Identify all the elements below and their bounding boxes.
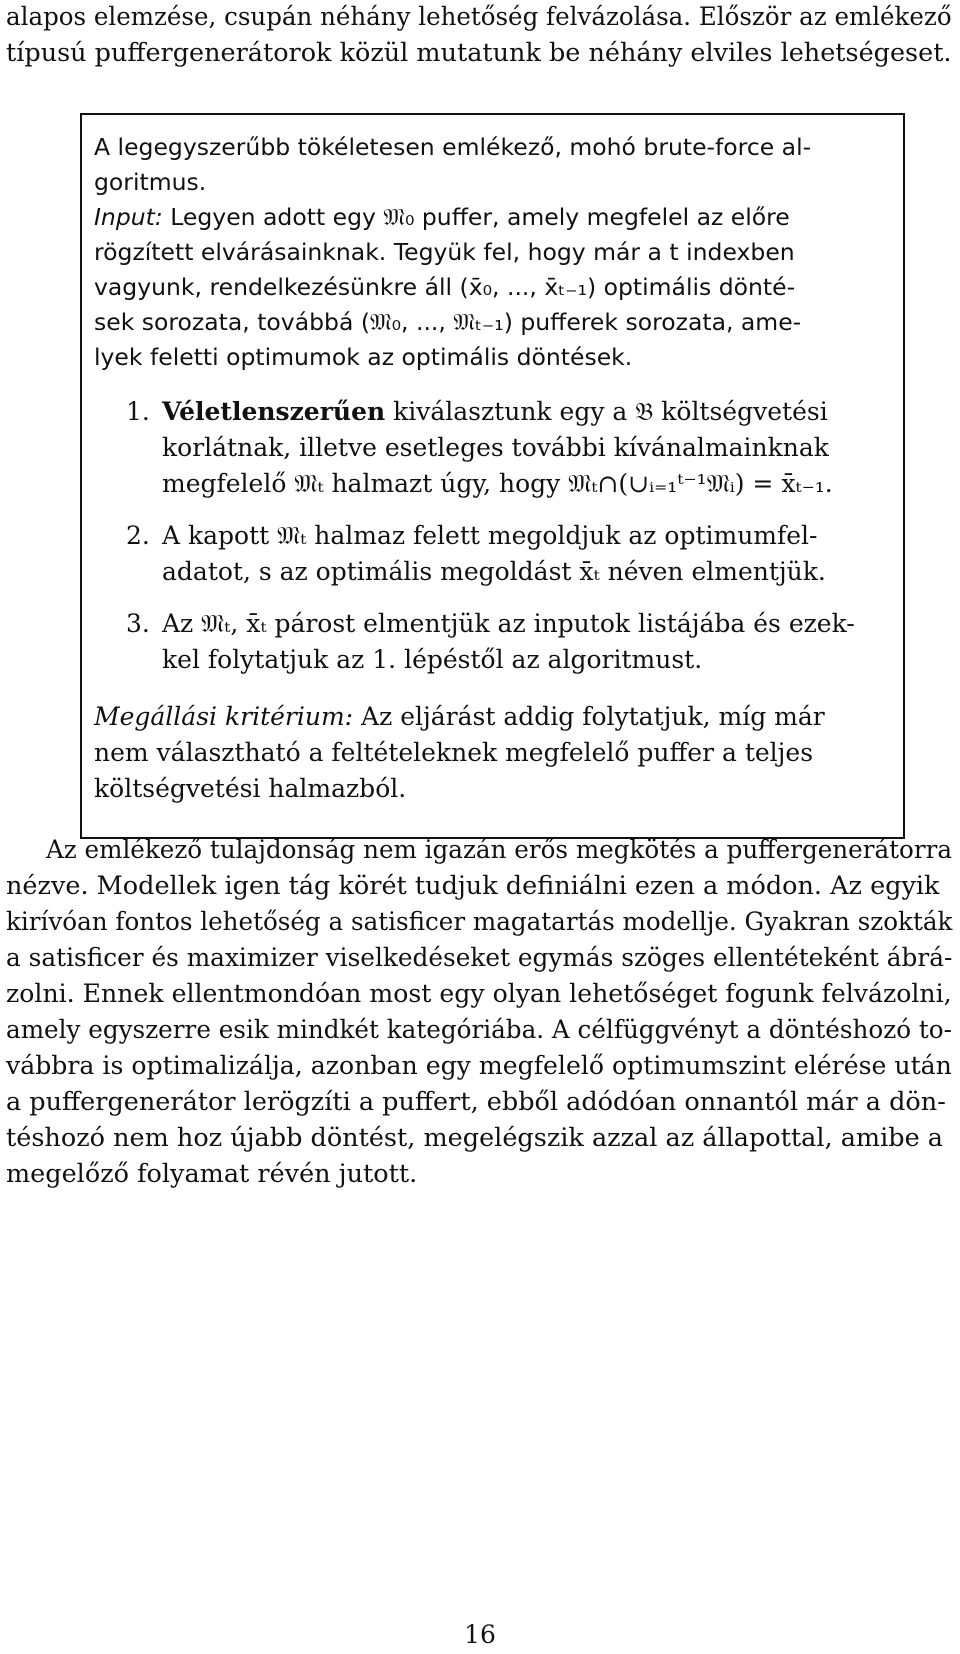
step-3-number: 3.: [126, 609, 150, 638]
step-3-line-1: Az 𝔐ₜ, x̄ₜ párost elmentjük az inputok listájába és ezek-: [162, 609, 855, 638]
algorithm-box: [80, 113, 905, 839]
stop-line-1: [94, 700, 825, 734]
input-text-1: Legyen adott egy 𝔐₀ puffer, amely megfelel az előre: [162, 203, 790, 231]
step-1-number: 1.: [126, 397, 150, 426]
para-line-3: kirívóan fontos lehetőség a satisficer magatartás modellje. Gyakran szokták: [6, 907, 953, 937]
step-1-line-3: megfelelő 𝔐ₜ halmazt úgy, hogy 𝔐ₜ∩(∪ᵢ₌₁ᵗ⁻¹𝔐ᵢ) = x̄ₜ₋₁.: [162, 469, 833, 498]
stop-line-2: nem választható a feltételeknek megfelelő puffer a teljes: [94, 738, 814, 767]
stop-label: Megállási kritérium:: [94, 702, 354, 731]
para-line-6: amely egyszerre esik mindkét kategóriába. A célfüggvényt a döntéshozó to-: [6, 1015, 952, 1045]
step-2-line-2: adatot, s az optimális megoldást x̄ₜ néven elmentjük.: [162, 557, 826, 586]
input-line-3: vagyunk, rendelkezésünkre áll (x̄₀, ..., x̄ₜ₋₁) optimális dönté-: [94, 273, 796, 301]
input-line-1: [94, 200, 790, 234]
intro-line-1: alapos elemzése, csupán néhány lehetőség felvázolása. Először az emlékező: [6, 2, 952, 32]
para-line-2: nézve. Modellek igen tág körét tudjuk definiálni ezen a módon. Az egyik: [6, 871, 940, 901]
page-number: 16: [464, 1620, 496, 1649]
input-line-4: sek sorozata, továbbá (𝔐₀, ..., 𝔐ₜ₋₁) pufferek sorozata, ame-: [94, 308, 802, 336]
input-line-5: lyek feletti optimumok az optimális döntések.: [94, 343, 633, 371]
stop-line-3: költségvetési halmazból.: [94, 774, 407, 803]
intro-line-2: típusú puffergenerátorok közül mutatunk be néhány elviles lehetségeset.: [6, 38, 952, 68]
para-line-8: a puffergenerátor lerögzíti a puffert, ebből adódóan onnantól már a dön-: [6, 1087, 946, 1117]
step-1-line-2: korlátnak, illetve esetleges további kívánalmainknak: [162, 433, 829, 462]
step-2-line-1: A kapott 𝔐ₜ halmaz felett megoldjuk az optimumfel-: [162, 521, 818, 550]
step-1-bold: Véletlenszerűen: [162, 397, 386, 426]
input-line-2: rögzített elvárásainknak. Tegyük fel, hogy már a t indexben: [94, 238, 795, 266]
para-line-4: a satisficer és maximizer viselkedéseket egymás szöges ellentéteként ábrá-: [6, 943, 953, 973]
box-title-line-1: A legegyszerűbb tökéletesen emlékező, mohó brute-force al-: [94, 133, 812, 161]
step-2-number: 2.: [126, 521, 150, 550]
stop-text-1: Az eljárást addig folytatjuk, míg már: [353, 702, 825, 731]
box-title-line-2: goritmus.: [94, 168, 207, 196]
para-line-9: téshozó nem hoz újabb döntést, megelégszik azzal az állapottal, amibe a: [6, 1123, 943, 1153]
step-1-line-1: [162, 395, 828, 429]
step-3-line-2: kel folytatjuk az 1. lépéstől az algoritmust.: [162, 645, 703, 674]
para-line-1: Az emlékező tulajdonság nem igazán erős megkötés a puffergenerátorra: [46, 835, 953, 865]
para-line-7: vábbra is optimalizálja, azonban egy megfelelő optimumszint elérése után: [6, 1051, 952, 1081]
para-line-10: megelőző folyamat révén jutott.: [6, 1159, 418, 1189]
para-line-5: zolni. Ennek ellentmondóan most egy olyan lehetőséget fogunk felvázolni,: [6, 979, 952, 1009]
input-label: Input:: [94, 203, 163, 231]
step-1-text-1: kiválasztunk egy a 𝔅 költségvetési: [385, 397, 828, 426]
